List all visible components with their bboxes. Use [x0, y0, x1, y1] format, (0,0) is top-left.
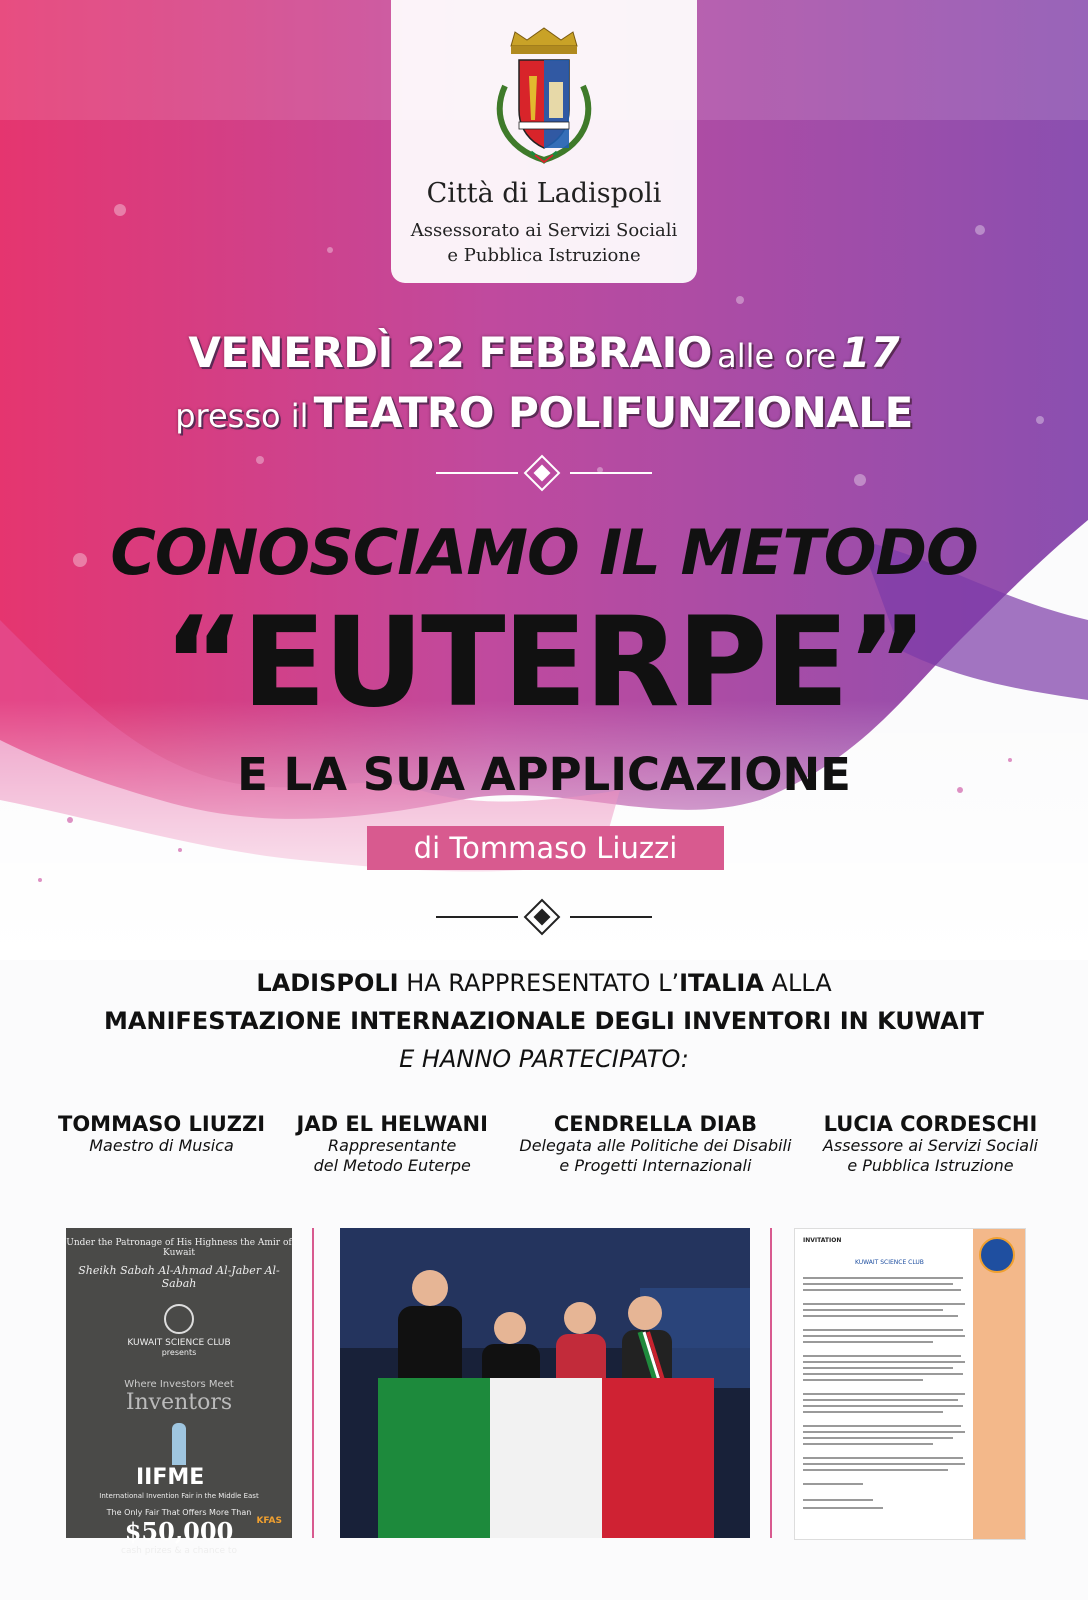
venue-name: TEATRO POLIFUNZIONALE: [313, 388, 913, 437]
club-logo-icon: [164, 1304, 194, 1334]
letter-club: KUWAIT SCIENCE CLUB: [855, 1259, 924, 1266]
event-time-prefix: alle ore: [717, 337, 837, 375]
participant: [519, 1112, 791, 1176]
department-line-1: Assessorato ai Servizi Sociali: [410, 220, 678, 241]
represent-line-3: E HANNO PARTECIPATO:: [399, 1045, 689, 1073]
club-logo-icon: [979, 1237, 1015, 1273]
image-separator: [312, 1228, 314, 1538]
letter-sidebar: [973, 1229, 1025, 1539]
poster-tagline-1: Where Investors Meet: [124, 1379, 234, 1390]
poster-prize-intro: The Only Fair That Offers More Than: [106, 1508, 252, 1517]
title-line-1: CONOSCIAMO IL METODO: [110, 516, 978, 589]
poster-prize: $50,000: [124, 1517, 234, 1546]
participant-role: Maestro di Musica: [89, 1136, 234, 1155]
represent-event-name: MANIFESTAZIONE INTERNAZIONALE DEGLI INVENTORI IN KUWAIT: [103, 1007, 985, 1035]
tower-icon: [172, 1423, 186, 1465]
header-crest-box: [391, 0, 697, 283]
poster-club: KUWAIT SCIENCE CLUB: [127, 1338, 231, 1348]
divider-diamond-icon: [436, 902, 652, 932]
event-day: VENERDÌ 22 FEBBRAIO: [188, 328, 713, 377]
participant: [823, 1112, 1038, 1176]
representation-text: [0, 964, 1088, 1078]
department-line-2: e Pubblica Istruzione: [447, 245, 641, 266]
venue-prefix: presso il: [175, 397, 309, 435]
participants-list: [58, 1112, 1038, 1176]
title-line-3: E LA SUA APPLICAZIONE: [237, 748, 851, 801]
participant-role: Assessore ai Servizi Sociali: [822, 1136, 1038, 1155]
represent-ladispoli: LADISPOLI: [256, 969, 399, 997]
image-separator: [770, 1228, 772, 1538]
divider-diamond-icon: [436, 458, 652, 488]
city-name: Città di Ladispoli: [426, 178, 662, 209]
participant-role: e Progetti Internazionali: [559, 1156, 752, 1175]
title-line-2: “EUTERPE”: [163, 591, 925, 735]
participant-name: LUCIA CORDESCHI: [823, 1112, 1038, 1136]
participant-name: JAD EL HELWANI: [296, 1112, 488, 1136]
event-date-time: [0, 328, 1088, 377]
poster-prize-sub: cash prizes & a chance to: [121, 1546, 237, 1556]
represent-line-1: [0, 964, 1088, 1002]
city-crest-icon: [491, 26, 597, 166]
represent-line-2: [0, 1002, 1088, 1040]
iifme-poster-image: [66, 1228, 292, 1556]
represent-text-b: ALLA: [763, 969, 832, 997]
participant: [58, 1112, 265, 1176]
letter-text-lines: [803, 1277, 969, 1527]
represent-italia: ITALIA: [679, 969, 764, 997]
poster-patronage: Under the Patronage of His Highness the Amir of Kuwait: [66, 1238, 292, 1258]
participant-role: Delegata alle Politiche dei Disabili: [519, 1136, 792, 1155]
poster-sponsor: KFAS: [256, 1516, 282, 1526]
author-badge: di Tommaso Liuzzi: [367, 826, 724, 870]
group-photo-image: [340, 1228, 750, 1538]
participant-role: e Pubblica Istruzione: [847, 1156, 1014, 1175]
event-time: 17: [841, 328, 900, 377]
invitation-letter-image: [794, 1228, 1026, 1540]
poster-tagline-2: Inventors: [125, 1390, 233, 1415]
poster-brand: IIFME: [136, 1465, 205, 1490]
event-venue: [0, 388, 1088, 437]
letter-heading: INVITATION: [803, 1237, 842, 1244]
participant-name: CENDRELLA DIAB: [553, 1112, 757, 1136]
participant-role: del Metodo Euterpe: [313, 1156, 471, 1175]
participant-role: Rappresentante: [328, 1136, 457, 1155]
participant-name: TOMMASO LIUZZI: [58, 1112, 266, 1136]
represent-text-a: HA RAPPRESENTATO L’: [398, 969, 680, 997]
poster-subtitle: International Invention Fair in the Middle East: [99, 1492, 259, 1500]
poster-presents: presents: [161, 1348, 197, 1357]
poster-sheikh: Sheikh Sabah Al-Ahmad Al-Jaber Al-Sabah: [78, 1264, 280, 1290]
participant: [297, 1112, 488, 1176]
department-name: [391, 218, 697, 268]
